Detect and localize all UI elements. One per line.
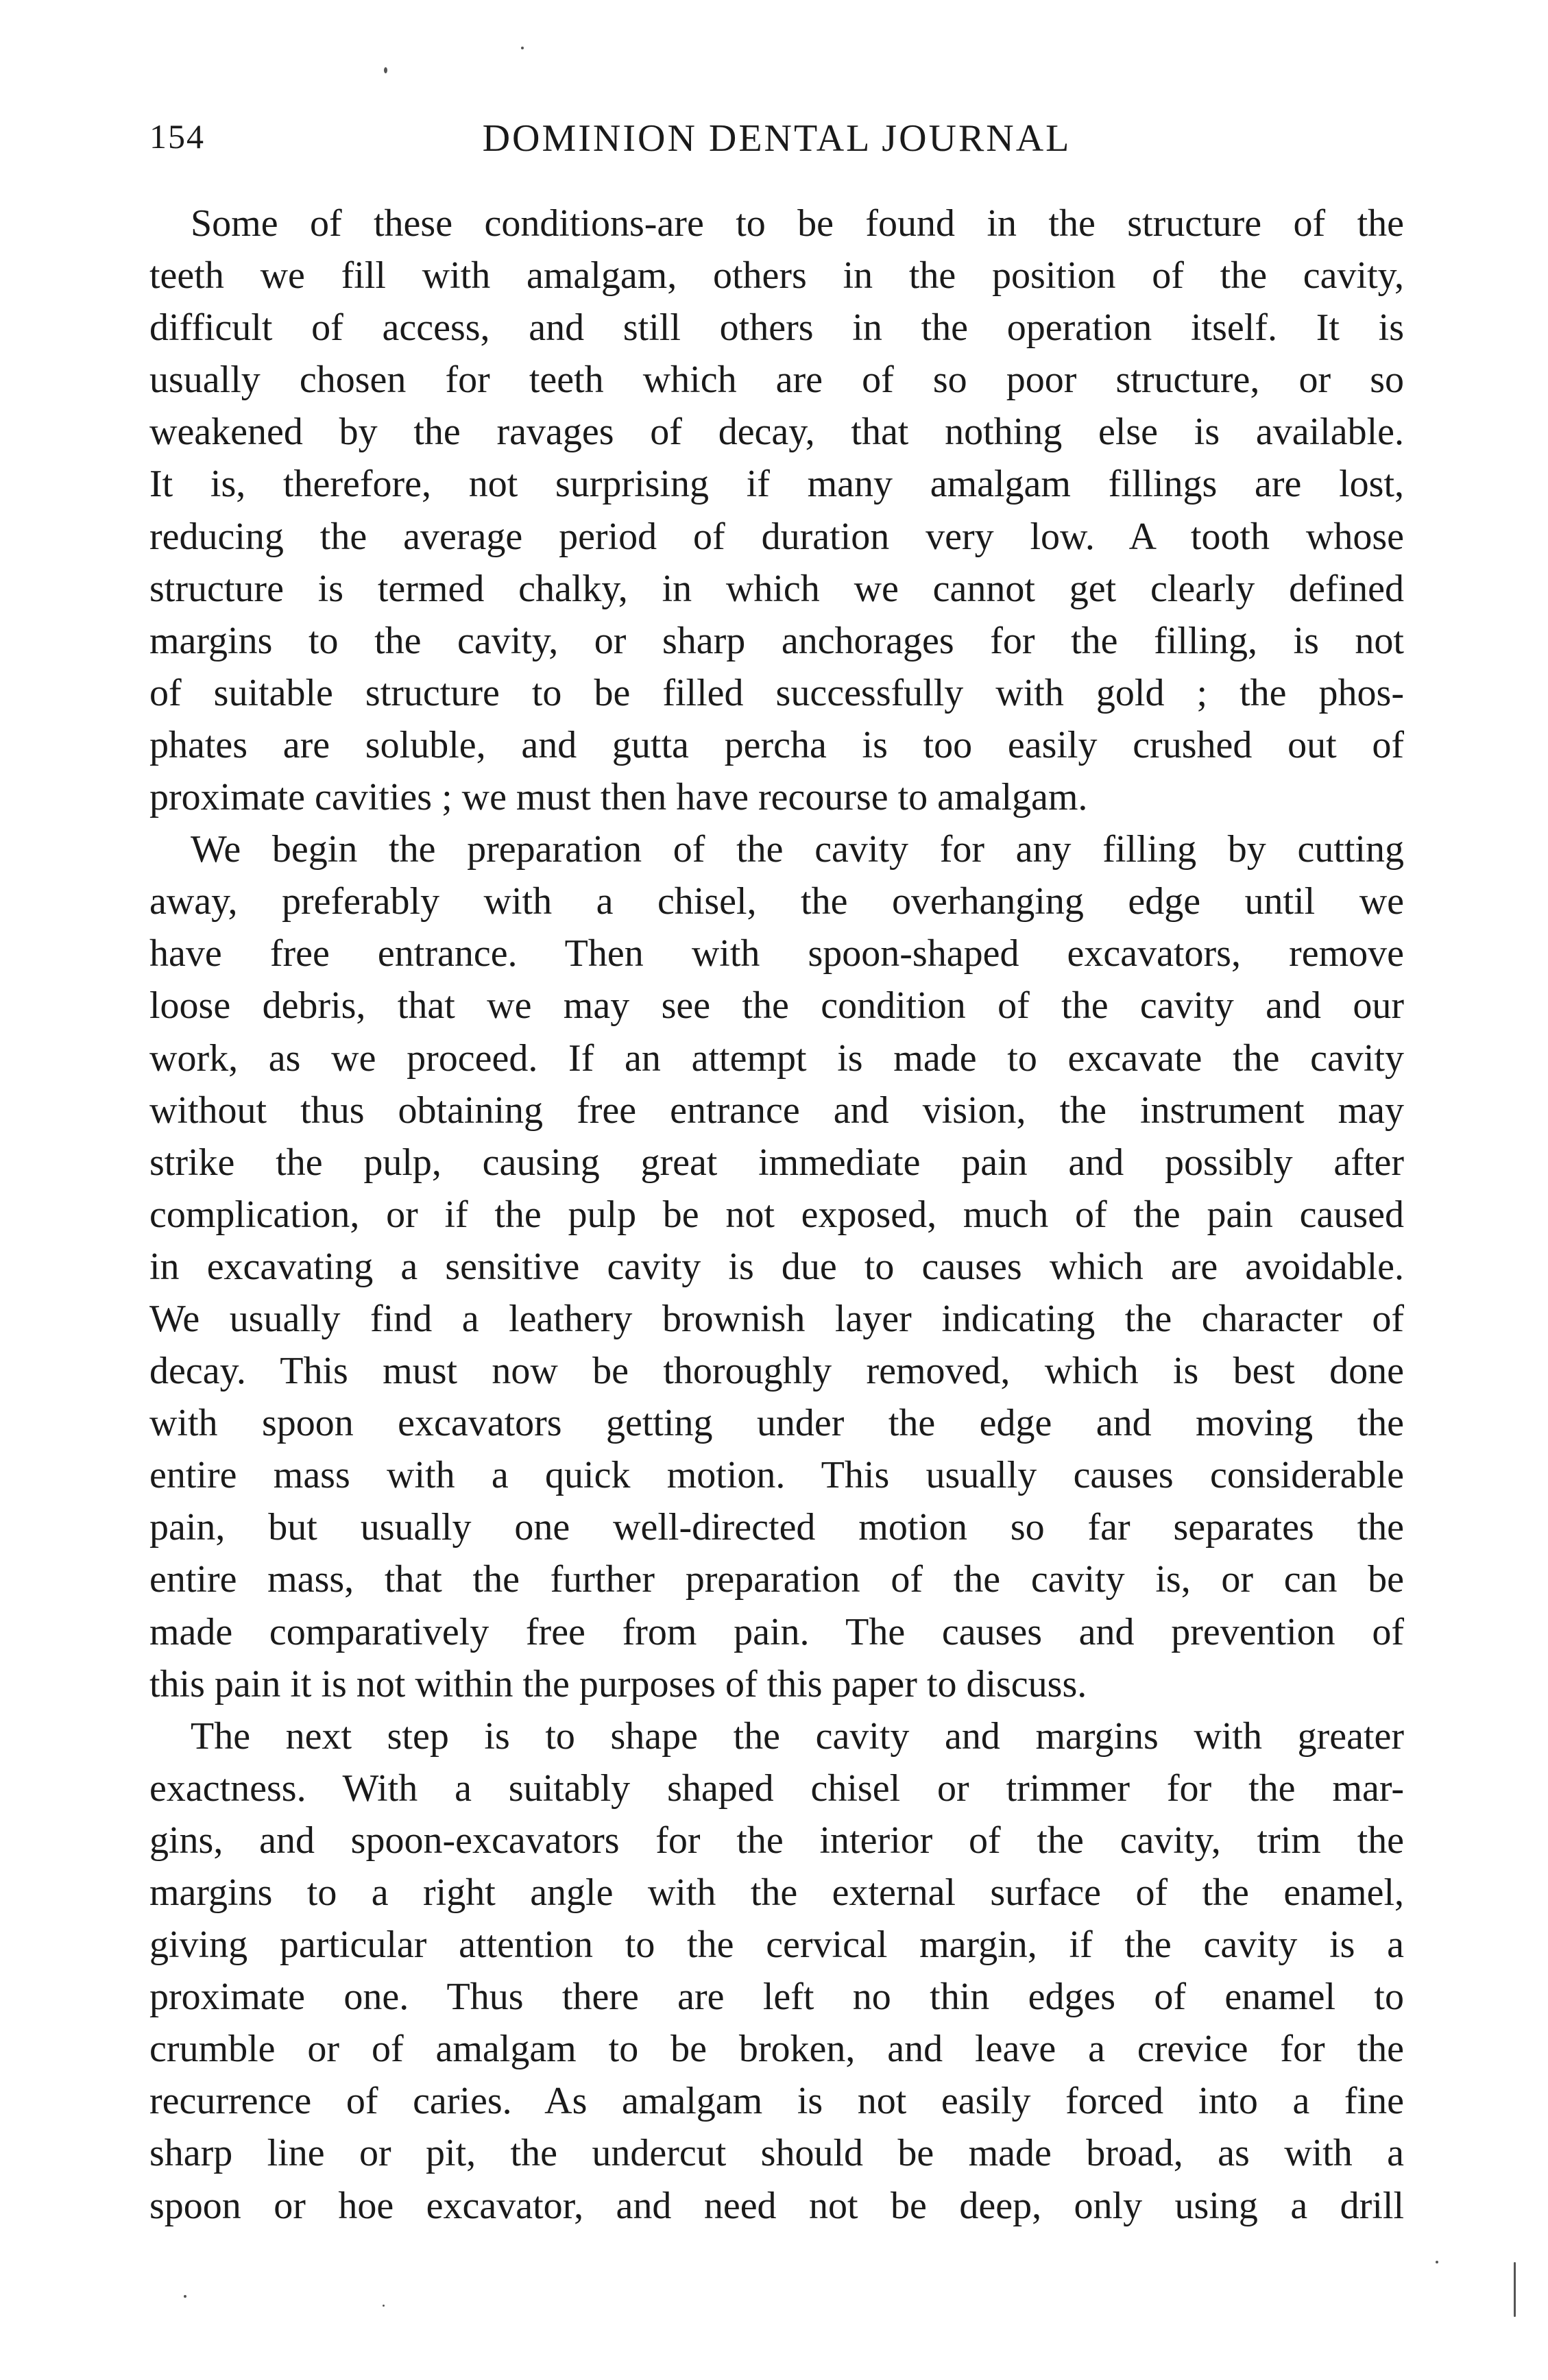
text-line: crumble or of amalgam to be broken, and leave a crevice for the bbox=[149, 2028, 1404, 2071]
text-line: recurrence of caries. As amalgam is not easily forced into a fine bbox=[149, 2080, 1404, 2123]
text-line: pain, but usually one well-directed motion so far separates the bbox=[149, 1506, 1404, 1549]
text-line: margins to the cavity, or sharp anchorages for the filling, is not bbox=[149, 619, 1404, 662]
scan-speck bbox=[1514, 2262, 1516, 2317]
text-line: with spoon excavators getting under the edge and moving the bbox=[149, 1402, 1404, 1445]
scan-speck bbox=[383, 2305, 385, 2307]
text-line: reducing the average period of duration very low. A tooth whose bbox=[149, 515, 1404, 558]
text-line: giving particular attention to the cervical margin, if the cavity is a bbox=[149, 1923, 1404, 1967]
scan-speck bbox=[1436, 2261, 1438, 2263]
text-line: loose debris, that we may see the condition of the cavity and our bbox=[149, 984, 1404, 1028]
text-line: in excavating a sensitive cavity is due to causes which are avoidable. bbox=[149, 1245, 1404, 1288]
page-number: 154 bbox=[149, 117, 205, 156]
page-header bbox=[149, 110, 1404, 165]
scan-speck bbox=[184, 2295, 186, 2298]
text-line: without thus obtaining free entrance and vision, the instrument may bbox=[149, 1089, 1404, 1132]
text-line: strike the pulp, causing great immediate pain and possibly after bbox=[149, 1141, 1404, 1184]
text-line: away, preferably with a chisel, the overhanging edge until we bbox=[149, 880, 1404, 923]
text-line: this pain it is not within the purposes of this paper to discuss. bbox=[149, 1662, 1087, 1705]
text-line: proximate one. Thus there are left no thin edges of enamel to bbox=[149, 1976, 1404, 2019]
text-line: We begin the preparation of the cavity for any filling by cutting bbox=[191, 828, 1404, 871]
text-line: spoon or hoe excavator, and need not be deep, only using a drill bbox=[149, 2184, 1404, 2227]
text-line: entire mass, that the further preparation of the cavity is, or can be bbox=[149, 1558, 1404, 1601]
text-line: phates are soluble, and gutta percha is too easily crushed out of bbox=[149, 723, 1404, 766]
text-line: usually chosen for teeth which are of so poor structure, or so bbox=[149, 359, 1404, 402]
scan-speck bbox=[521, 47, 524, 49]
text-line: teeth we fill with amalgam, others in the position of the cavity, bbox=[149, 254, 1404, 298]
text-line: complication, or if the pulp be not exposed, much of the pain caused bbox=[149, 1193, 1404, 1236]
text-line: proximate cavities ; we must then have recourse to amalgam. bbox=[149, 776, 1088, 819]
text-line: sharp line or pit, the undercut should be made broad, as with a bbox=[149, 2132, 1404, 2175]
text-line: It is, therefore, not surprising if many amalgam fillings are lost, bbox=[149, 463, 1404, 506]
text-line: weakened by the ravages of decay, that nothing else is available. bbox=[149, 411, 1404, 454]
text-line: entire mass with a quick motion. This usually causes considerable bbox=[149, 1454, 1404, 1497]
running-head: DOMINION DENTAL JOURNAL bbox=[482, 117, 1072, 160]
text-line: Some of these conditions-are to be found in the structure of the bbox=[191, 202, 1404, 245]
text-line: of suitable structure to be filled successfully with gold ; the phos- bbox=[149, 671, 1404, 714]
text-line: work, as we proceed. If an attempt is made to excavate the cavity bbox=[149, 1036, 1404, 1080]
text-line: We usually find a leathery brownish layer indicating the character of bbox=[149, 1297, 1404, 1340]
text-line: The next step is to shape the cavity and margins with greater bbox=[191, 1714, 1404, 1758]
text-line: exactness. With a suitably shaped chisel or trimmer for the mar- bbox=[149, 1766, 1404, 1810]
text-line: structure is termed chalky, in which we cannot get clearly defined bbox=[149, 567, 1404, 610]
text-line: margins to a right angle with the external surface of the enamel, bbox=[149, 1871, 1404, 1914]
scan-speck bbox=[384, 67, 387, 73]
article-body bbox=[149, 197, 1404, 2232]
text-line: difficult of access, and still others in the operation itself. It is bbox=[149, 306, 1404, 350]
text-line: have free entrance. Then with spoon-shaped excavators, remove bbox=[149, 932, 1404, 975]
text-line: decay. This must now be thoroughly removed, which is best done bbox=[149, 1350, 1404, 1393]
text-line: gins, and spoon-excavators for the interior of the cavity, trim the bbox=[149, 1819, 1404, 1862]
text-line: made comparatively free from pain. The causes and prevention of bbox=[149, 1610, 1404, 1653]
